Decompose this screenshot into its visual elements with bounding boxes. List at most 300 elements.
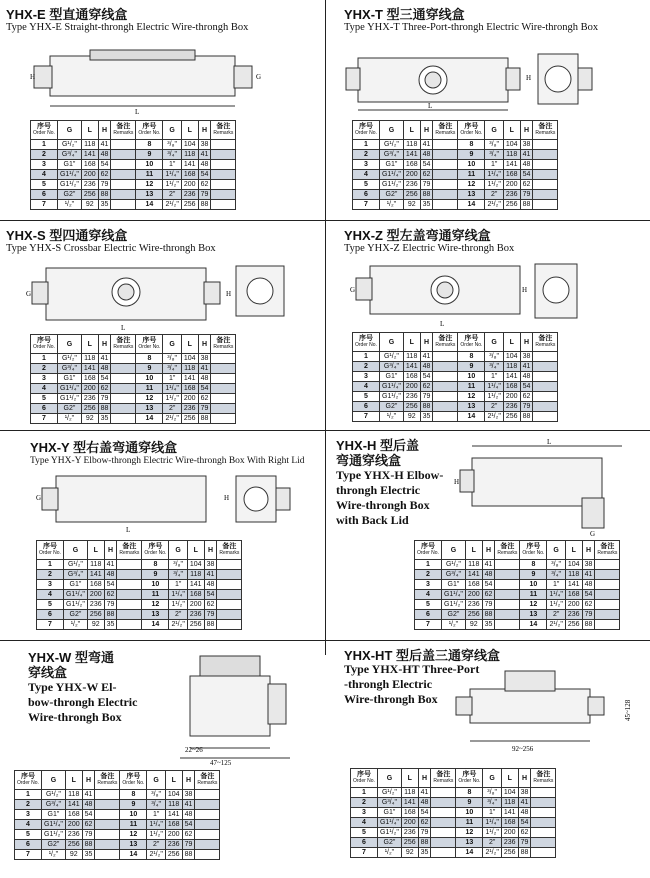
- g-cell: ¹/₂": [57, 200, 81, 210]
- l-cell: 141: [81, 150, 98, 160]
- order-cell: 8: [458, 140, 485, 150]
- remarks-header-cn: 备注: [200, 773, 215, 780]
- order-cell: 10: [456, 808, 483, 818]
- order-cell: 11: [136, 170, 163, 180]
- order-cell: 5: [31, 180, 58, 190]
- dim-g-label: G: [350, 286, 356, 294]
- remarks-cell: [431, 848, 456, 858]
- h-cell: 48: [198, 374, 211, 384]
- spec-table-t: [352, 120, 558, 210]
- g-cell: ³/₄": [483, 798, 502, 808]
- g-cell: 1": [169, 580, 188, 590]
- order-header: [456, 769, 483, 788]
- l-cell: 104: [503, 140, 520, 150]
- g-cell: G2": [379, 402, 403, 412]
- h-cell: 41: [582, 570, 595, 580]
- remarks-header-cn: 备注: [500, 543, 515, 550]
- remarks-cell: [595, 570, 620, 580]
- remarks-cell: [433, 150, 458, 160]
- table-row: [37, 620, 242, 630]
- g-cell: G1": [57, 374, 81, 384]
- table-row: [353, 412, 558, 422]
- h-cell: 41: [182, 800, 195, 810]
- order-cell: 11: [458, 382, 485, 392]
- g-cell: 1¹/₂": [485, 180, 504, 190]
- order-header-en: Order No.: [17, 780, 39, 786]
- remarks-header-cn: 备注: [538, 335, 553, 342]
- order-cell: 13: [120, 840, 147, 850]
- remarks-header: [533, 333, 558, 352]
- g-header: [57, 121, 81, 140]
- table-row: [351, 798, 556, 808]
- g-cell: G1¹/₂": [63, 600, 87, 610]
- l-cell: 92: [81, 414, 98, 424]
- order-cell: 9: [458, 362, 485, 372]
- l-cell: 236: [403, 180, 420, 190]
- h-cell: 48: [520, 160, 533, 170]
- remarks-cell: [495, 600, 520, 610]
- g-cell: G2": [377, 838, 401, 848]
- g-header: [169, 541, 188, 560]
- remarks-cell: [531, 848, 556, 858]
- g-cell: G¹/₂": [377, 788, 401, 798]
- g-cell: G2": [441, 610, 465, 620]
- remarks-cell: [595, 610, 620, 620]
- h-header: [98, 335, 111, 354]
- order-cell: 13: [520, 610, 547, 620]
- table-row: [31, 160, 236, 170]
- l-cell: 168: [181, 384, 198, 394]
- g-cell: ¹/₂": [57, 414, 81, 424]
- l-cell: 118: [187, 570, 204, 580]
- l-cell: 118: [503, 362, 520, 372]
- remarks-header: [595, 541, 620, 560]
- table-row: [351, 788, 556, 798]
- g-cell: G1": [379, 160, 403, 170]
- g-cell: G2": [379, 190, 403, 200]
- remarks-cell: [217, 620, 242, 630]
- h-cell: 41: [520, 150, 533, 160]
- g-cell: 2": [163, 404, 182, 414]
- g-cell: G¹/₂": [379, 140, 403, 150]
- g-cell: G2": [57, 404, 81, 414]
- remarks-cell: [111, 404, 136, 414]
- order-cell: 13: [136, 404, 163, 414]
- h-cell: 38: [204, 560, 217, 570]
- remarks-cell: [433, 412, 458, 422]
- order-cell: 11: [142, 590, 169, 600]
- remarks-cell: [433, 180, 458, 190]
- remarks-cell: [111, 190, 136, 200]
- l-cell: 200: [187, 600, 204, 610]
- h-cell: 35: [418, 848, 431, 858]
- h-header-cn: H: [423, 338, 430, 346]
- remarks-cell: [111, 140, 136, 150]
- order-cell: 10: [458, 160, 485, 170]
- l-cell: 236: [187, 610, 204, 620]
- g-cell: 1": [485, 372, 504, 382]
- remarks-cell: [533, 372, 558, 382]
- g-header: [547, 541, 566, 560]
- order-cell: 3: [351, 808, 378, 818]
- g-header-cn: G: [491, 338, 497, 346]
- order-cell: 6: [37, 610, 64, 620]
- order-cell: 10: [120, 810, 147, 820]
- h-cell: 48: [482, 570, 495, 580]
- dim-l-label: L: [121, 324, 126, 332]
- order-header-cn: 序号: [464, 335, 479, 342]
- l-cell: 200: [81, 384, 98, 394]
- order-cell: 6: [353, 402, 380, 412]
- h-cell: 35: [420, 412, 433, 422]
- g-cell: 1¹/₂": [485, 392, 504, 402]
- remarks-cell: [195, 850, 220, 860]
- order-cell: 8: [142, 560, 169, 570]
- panel-z-title: YHX-Z 型左盖弯通穿线盒: [344, 228, 491, 243]
- h-cell: 41: [420, 352, 433, 362]
- table-row: [353, 352, 558, 362]
- l-header: [81, 121, 98, 140]
- l-cell: 141: [403, 150, 420, 160]
- l-cell: 168: [501, 818, 518, 828]
- remarks-cell: [595, 590, 620, 600]
- h-header: [418, 769, 431, 788]
- g-cell: 1": [483, 808, 502, 818]
- l-cell: 236: [165, 840, 182, 850]
- g-cell: G³/₄": [377, 798, 401, 808]
- h-cell: 88: [582, 620, 595, 630]
- panel-w-title-en-2: bow-throngh Electric: [28, 695, 138, 709]
- order-header-cn: 序号: [42, 543, 57, 550]
- dim-l-label: L: [126, 526, 131, 534]
- h-cell: 79: [518, 838, 531, 848]
- order-header: [351, 769, 378, 788]
- h-cell: 62: [182, 830, 195, 840]
- g-cell: G1¹/₄": [57, 170, 81, 180]
- l-cell: 141: [181, 160, 198, 170]
- table-row: [15, 790, 220, 800]
- h-cell: 79: [104, 600, 117, 610]
- g-header-cn: G: [66, 126, 73, 134]
- order-header-cn: 序号: [126, 773, 141, 780]
- h-cell: 48: [582, 580, 595, 590]
- order-cell: 7: [351, 848, 378, 858]
- remarks-cell: [111, 394, 136, 404]
- table-header-row: [37, 541, 242, 560]
- l-cell: 236: [181, 404, 198, 414]
- h-header: [198, 335, 211, 354]
- remarks-header: [495, 541, 520, 560]
- remarks-cell: [111, 180, 136, 190]
- h-cell: 48: [198, 160, 211, 170]
- h-cell: 38: [182, 790, 195, 800]
- l-cell: 256: [565, 620, 582, 630]
- h-cell: 41: [204, 570, 217, 580]
- g-header-cn: G: [169, 340, 175, 348]
- l-cell: 256: [81, 190, 98, 200]
- g-cell: 1¹/₄": [163, 384, 182, 394]
- remarks-cell: [117, 590, 142, 600]
- h-cell: 62: [98, 170, 111, 180]
- g-cell: ³/₄": [485, 150, 504, 160]
- l-cell: 256: [465, 610, 482, 620]
- order-header-en: Order No.: [522, 550, 545, 556]
- l-cell: 118: [501, 798, 518, 808]
- order-cell: 9: [142, 570, 169, 580]
- g-cell: G³/₄": [41, 800, 65, 810]
- h-cell: 35: [482, 620, 495, 630]
- remarks-cell: [211, 200, 236, 210]
- panel-h-title-en-4: with Back Lid: [336, 513, 409, 527]
- remarks-cell: [217, 560, 242, 570]
- g-cell: G1¹/₄": [63, 590, 87, 600]
- h-header-cn: H: [101, 340, 108, 348]
- remarks-cell: [111, 414, 136, 424]
- order-header: [520, 541, 547, 560]
- table-row: [31, 404, 236, 414]
- h-cell: 38: [520, 352, 533, 362]
- remarks-cell: [495, 610, 520, 620]
- order-cell: 4: [351, 818, 378, 828]
- g-cell: 1": [547, 580, 566, 590]
- h-cell: 79: [182, 840, 195, 850]
- l-cell: 104: [565, 560, 582, 570]
- remarks-cell: [531, 808, 556, 818]
- table-row: [353, 200, 558, 210]
- h-header-cn: H: [85, 776, 92, 784]
- remarks-cell: [217, 570, 242, 580]
- order-cell: 6: [351, 838, 378, 848]
- g-cell: ³/₄": [163, 364, 182, 374]
- l-cell: 200: [565, 600, 582, 610]
- h-cell: 35: [98, 414, 111, 424]
- g-cell: 2": [485, 190, 504, 200]
- order-cell: 11: [136, 384, 163, 394]
- h-cell: 88: [482, 610, 495, 620]
- l-cell: 92: [403, 412, 420, 422]
- h-cell: 62: [420, 382, 433, 392]
- order-cell: 4: [415, 590, 442, 600]
- h-header: [582, 541, 595, 560]
- g-cell: 1¹/₂": [147, 830, 166, 840]
- g-cell: G2": [41, 840, 65, 850]
- remarks-cell: [211, 140, 236, 150]
- l-cell: 200: [65, 820, 82, 830]
- order-cell: 12: [520, 600, 547, 610]
- h-cell: 79: [482, 600, 495, 610]
- table-row: [15, 850, 220, 860]
- panel-ht-title-en-3: Wire-throngh Box: [344, 692, 438, 706]
- g-cell: ³/₈": [163, 140, 182, 150]
- panel-h-title-en-1: Type YHX-H Elbow-: [336, 468, 444, 482]
- remarks-cell: [117, 600, 142, 610]
- order-cell: 10: [458, 372, 485, 382]
- g-header: [379, 121, 403, 140]
- remarks-cell: [433, 200, 458, 210]
- remarks-header: [111, 121, 136, 140]
- g-cell: G2": [63, 610, 87, 620]
- order-header-cn: 序号: [464, 123, 479, 130]
- remarks-cell: [533, 382, 558, 392]
- panel-z-subtitle: Type YHX-Z Electric Wire-throngh Box: [344, 243, 515, 254]
- order-header-cn: 序号: [36, 123, 51, 130]
- g-cell: 1": [485, 160, 504, 170]
- g-cell: G1": [377, 808, 401, 818]
- order-cell: 6: [353, 190, 380, 200]
- g-cell: 1¹/₄": [147, 820, 166, 830]
- g-cell: 2¹/₂": [547, 620, 566, 630]
- h-cell: 54: [518, 818, 531, 828]
- order-cell: 2: [415, 570, 442, 580]
- g-cell: G³/₄": [379, 362, 403, 372]
- h-cell: 88: [520, 200, 533, 210]
- dim-h-label: H: [224, 494, 230, 502]
- l-header-cn: L: [187, 126, 192, 134]
- h-cell: 79: [420, 180, 433, 190]
- g-header-cn: G: [66, 340, 73, 348]
- order-cell: 5: [353, 180, 380, 190]
- l-header: [565, 541, 582, 560]
- l-cell: 236: [81, 180, 98, 190]
- dim-l-label: L: [428, 102, 433, 110]
- remarks-header: [433, 333, 458, 352]
- table-row: [351, 828, 556, 838]
- g-cell: G¹/₂": [379, 352, 403, 362]
- table-header-row: [31, 121, 236, 140]
- remarks-header: [117, 541, 142, 560]
- table-row: [37, 600, 242, 610]
- remarks-header-cn: 备注: [216, 337, 231, 344]
- g-cell: 2¹/₂": [147, 850, 166, 860]
- g-cell: ³/₄": [163, 150, 182, 160]
- order-cell: 14: [458, 412, 485, 422]
- order-cell: 9: [120, 800, 147, 810]
- panel-ht-title: YHX-HT 型后盖三通穿线盒: [344, 648, 501, 663]
- g-cell: ³/₈": [547, 560, 566, 570]
- order-cell: 7: [353, 200, 380, 210]
- h-header-cn: H: [423, 126, 430, 134]
- remarks-header: [111, 335, 136, 354]
- l-cell: 118: [87, 560, 104, 570]
- order-header-en: Order No.: [138, 344, 161, 350]
- l-cell: 236: [87, 600, 104, 610]
- h-header: [518, 769, 531, 788]
- l-cell: 236: [401, 828, 418, 838]
- remarks-cell: [433, 140, 458, 150]
- order-header-en: Order No.: [39, 550, 61, 556]
- l-cell: 256: [181, 414, 198, 424]
- l-cell: 141: [87, 570, 104, 580]
- order-cell: 10: [142, 580, 169, 590]
- order-cell: 5: [31, 394, 58, 404]
- order-header: [458, 333, 485, 352]
- remarks-cell: [195, 800, 220, 810]
- h-header-cn: H: [421, 774, 428, 782]
- table-row: [353, 382, 558, 392]
- h-header: [420, 333, 433, 352]
- order-cell: 1: [31, 140, 58, 150]
- g-cell: 1¹/₄": [163, 170, 182, 180]
- order-header-cn: 序号: [358, 123, 373, 130]
- order-cell: 5: [351, 828, 378, 838]
- l-cell: 141: [403, 362, 420, 372]
- table-row: [353, 170, 558, 180]
- dim-l-label: L: [547, 438, 552, 446]
- order-header: [415, 541, 442, 560]
- h-cell: 48: [420, 150, 433, 160]
- h-cell: 54: [420, 160, 433, 170]
- order-cell: 1: [31, 354, 58, 364]
- table-row: [31, 384, 236, 394]
- order-header-cn: 序号: [142, 123, 157, 130]
- order-header-en: Order No.: [458, 778, 481, 784]
- remarks-cell: [531, 828, 556, 838]
- l-header: [165, 771, 182, 790]
- order-header: [120, 771, 147, 790]
- l-header-cn: L: [409, 338, 414, 346]
- h-header-cn: H: [201, 126, 207, 134]
- g-header: [57, 335, 81, 354]
- h-cell: 48: [520, 372, 533, 382]
- g-cell: G³/₄": [57, 364, 81, 374]
- order-cell: 2: [351, 798, 378, 808]
- h-cell: 88: [98, 404, 111, 414]
- spec-table-s: [30, 334, 236, 424]
- remarks-cell: [217, 590, 242, 600]
- order-cell: 3: [415, 580, 442, 590]
- order-cell: 6: [31, 190, 58, 200]
- column-divider: [325, 0, 326, 655]
- remarks-cell: [431, 818, 456, 828]
- panel-e-title: YHX-E 型直通穿线盒: [6, 7, 128, 22]
- remarks-cell: [211, 160, 236, 170]
- g-header: [483, 769, 502, 788]
- g-cell: G¹/₂": [57, 140, 81, 150]
- l-cell: 104: [501, 788, 518, 798]
- h-header: [104, 541, 117, 560]
- h-header: [198, 121, 211, 140]
- remarks-cell: [433, 402, 458, 412]
- remarks-header-en: Remarks: [433, 778, 454, 784]
- l-cell: 200: [403, 382, 420, 392]
- order-cell: 2: [353, 362, 380, 372]
- remarks-cell: [195, 840, 220, 850]
- remarks-header-en: Remarks: [435, 130, 456, 136]
- yhx-y-drawing: [36, 470, 316, 535]
- g-cell: 1¹/₄": [547, 590, 566, 600]
- remarks-cell: [495, 620, 520, 630]
- remarks-header: [433, 121, 458, 140]
- order-cell: 12: [136, 394, 163, 404]
- table-row: [415, 620, 620, 630]
- order-cell: 14: [142, 620, 169, 630]
- l-header: [501, 769, 518, 788]
- g-header: [485, 333, 504, 352]
- l-cell: 141: [187, 580, 204, 590]
- l-cell: 104: [181, 140, 198, 150]
- table-row: [353, 190, 558, 200]
- g-cell: 1¹/₂": [163, 394, 182, 404]
- order-cell: 13: [456, 838, 483, 848]
- h-cell: 48: [98, 150, 111, 160]
- g-cell: ¹/₂": [63, 620, 87, 630]
- l-cell: 168: [401, 808, 418, 818]
- remarks-cell: [117, 580, 142, 590]
- order-cell: 1: [353, 352, 380, 362]
- h-header-cn: H: [107, 546, 114, 554]
- order-header-en: Order No.: [144, 550, 167, 556]
- remarks-cell: [433, 372, 458, 382]
